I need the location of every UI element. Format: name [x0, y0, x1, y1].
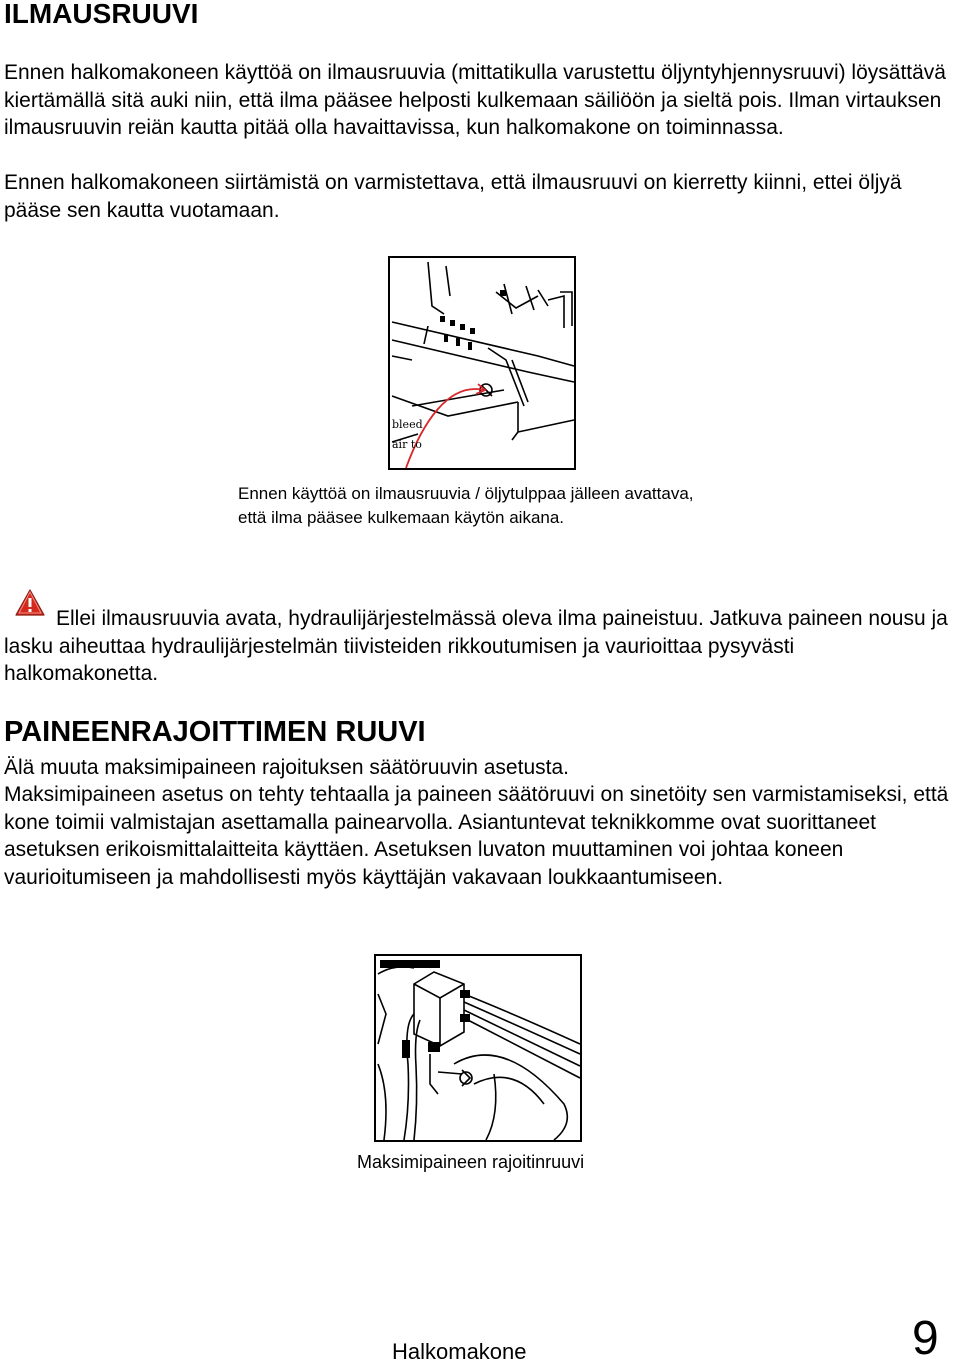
section-title-ilmausruuvi: ILMAUSRUUVI [4, 0, 199, 29]
bleed-screw-caption [238, 482, 838, 530]
paragraph-bleed-screw-intro: Ennen halkomakoneen käyttöä on ilmausruuvia (mittatikulla varustettu öljyntyhjennysruuvi) löysättävä kiertämällä sitä auki niin, että ilma pääsee helposti kulkemaan säiliöön ja sieltä pois. Ilman virtauksen ilmausruuvin reiän kautta pitää olla havaittavissa, kun halkomakone on toiminnassa. [4, 61, 946, 139]
pressure-relief-caption: Maksimipaineen rajoitinruuvi [357, 1152, 585, 1172]
bleed-screw-illustration [388, 256, 578, 472]
footer-product-name: Halkomakone [392, 1339, 527, 1364]
caption-line-1: Ennen käyttöä on ilmausruuvia / öljytulppaa jälleen avattava, [238, 484, 694, 503]
bleed-label: bleed [392, 418, 423, 431]
air-to-label: air to [392, 438, 422, 451]
section-title-paineenrajoitin: PAINEENRAJOITTIMEN RUUVI [4, 716, 426, 748]
caption-line-2: että ilma pääsee kulkemaan käytön aikana. [238, 508, 565, 527]
warning-paragraph: Ellei ilmausruuvia avata, hydraulijärjestelmässä oleva ilma paineistuu. Jatkuva paineen nousu ja lasku aiheuttaa hydraulijärjestelmän tiivisteiden rikkoutumisen ja vaurioittaa pysyvästi halkomakonetta. [4, 607, 948, 685]
paragraph-bleed-screw-transport: Ennen halkomakoneen siirtämistä on varmistettava, että ilmausruuvi on kierretty kiinni, ettei öljyä pääse sen kautta vuotamaan. [4, 171, 902, 222]
pressure-relief-screw-illustration [374, 954, 582, 1144]
page-number: 9 [912, 1312, 939, 1365]
paragraph-do-not-change: Älä muuta maksimipaineen rajoituksen säätöruuvin asetusta. [4, 756, 569, 779]
paragraph-pressure-setting: Maksimipaineen asetus on tehty tehtaalla ja paineen säätöruuvi on sinetöity sen varmistamiseksi, että kone toimii valmistajan asettamalla painearvolla. Asiantuntevat teknikkomme ovat suorittaneet asetuksen erikoismittalaitteita käyttäen. Asetuksen luvaton muuttaminen voi johtaa koneen vaurioitumiseen ja mahdollisesti myös käyttäjän vakavaan loukkaantumiseen. [4, 783, 949, 889]
